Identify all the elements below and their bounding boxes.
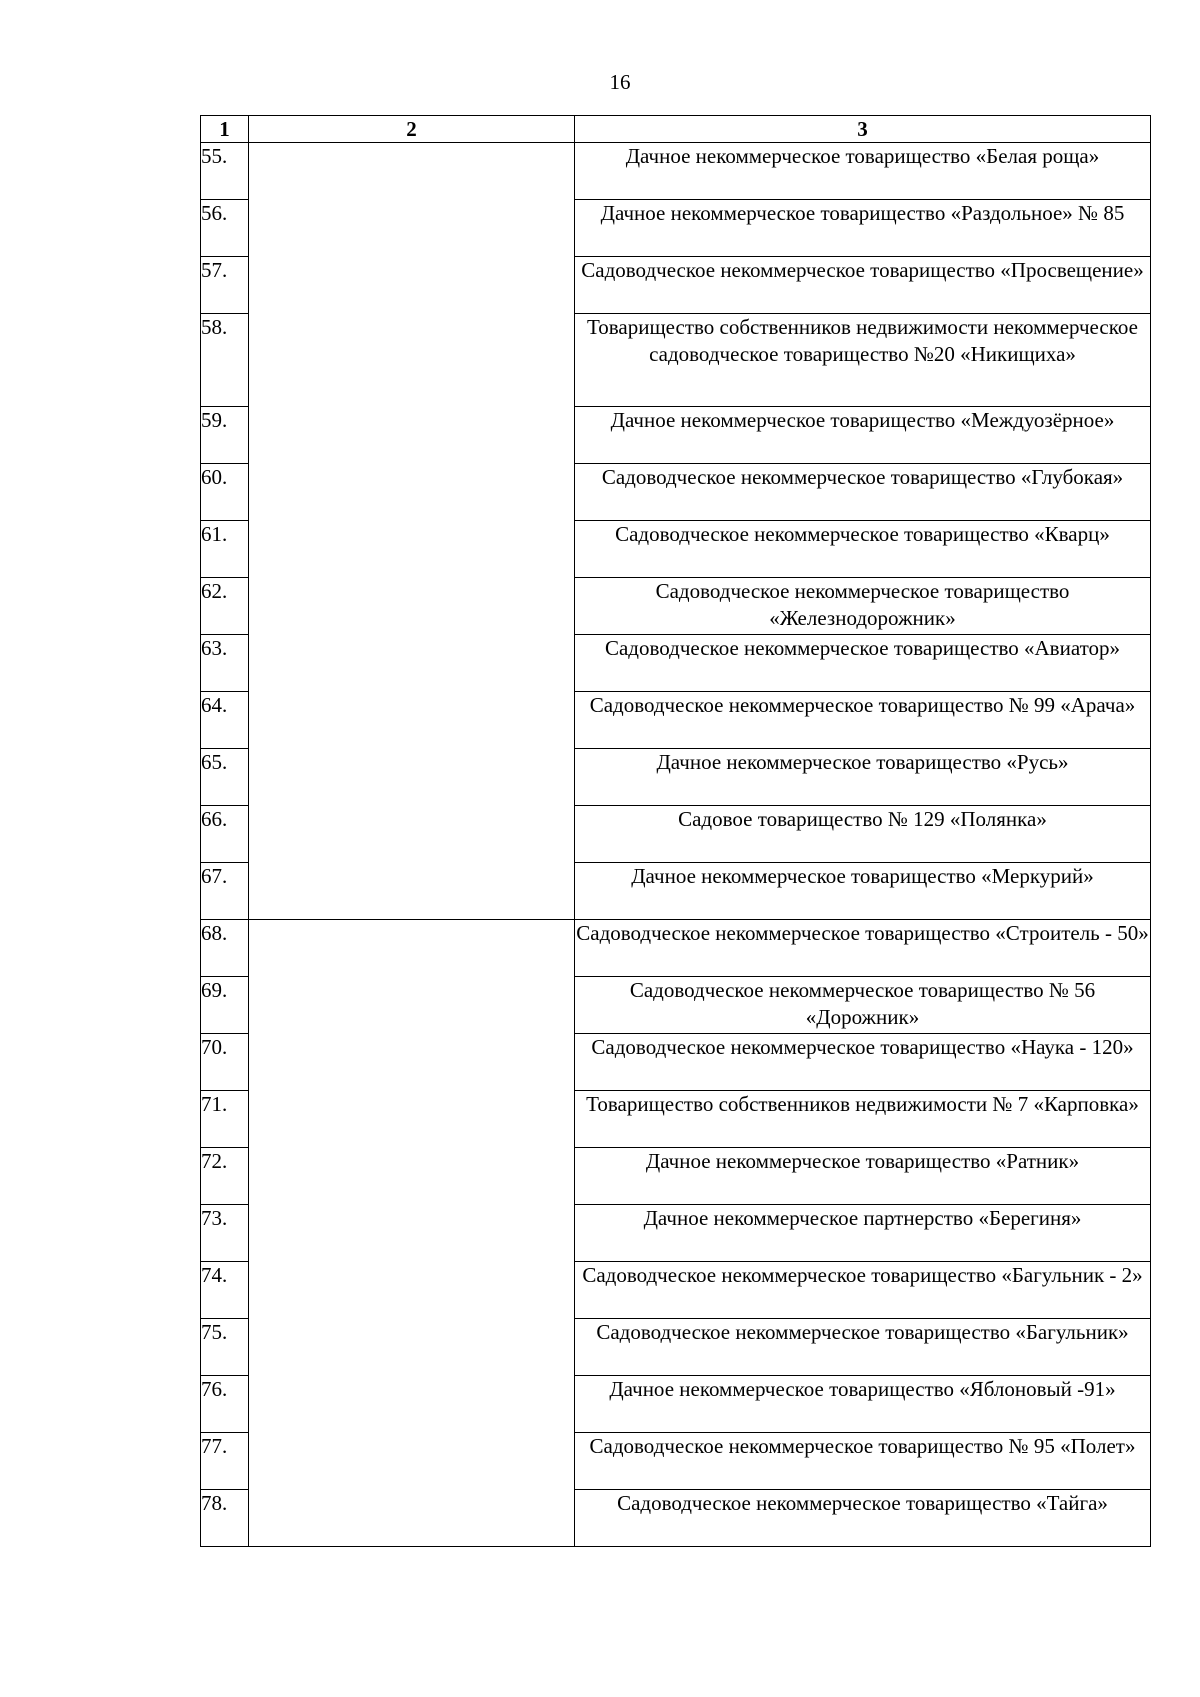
row-name: Дачное некоммерческое товарищество «Ратник» [575, 1148, 1151, 1205]
registry-table [200, 115, 1151, 1547]
row-name: Садоводческое некоммерческое товарищество «Кварц» [575, 521, 1151, 578]
table-header [201, 116, 1151, 143]
row-number: 70. [201, 1034, 249, 1091]
row-name: Товарищество собственников недвижимости № 7 «Карповка» [575, 1091, 1151, 1148]
row-name: Дачное некоммерческое товарищество «Яблоновый -91» [575, 1376, 1151, 1433]
row-name: Садоводческое некоммерческое товарищество «Багульник» [575, 1319, 1151, 1376]
header-col-2: 2 [249, 116, 575, 143]
row-number: 67. [201, 863, 249, 920]
row-name: Товарищество собственников недвижимости некоммерческое садоводческое товарищество №20 «Никищиха» [575, 314, 1151, 407]
row-number: 60. [201, 464, 249, 521]
row-number: 57. [201, 257, 249, 314]
row-name: Садоводческое некоммерческое товарищество «Тайга» [575, 1490, 1151, 1547]
row-name: Дачное некоммерческое товарищество «Белая роща» [575, 143, 1151, 200]
row-number: 72. [201, 1148, 249, 1205]
row-name: Садоводческое некоммерческое товарищество «Железнодорожник» [575, 578, 1151, 635]
row-number: 58. [201, 314, 249, 407]
row-number: 61. [201, 521, 249, 578]
row-number: 62. [201, 578, 249, 635]
row-name: Садоводческое некоммерческое товарищество № 99 «Арача» [575, 692, 1151, 749]
row-number: 59. [201, 407, 249, 464]
row-name: Садоводческое некоммерческое товарищество «Наука - 120» [575, 1034, 1151, 1091]
row-number: 66. [201, 806, 249, 863]
row-number: 63. [201, 635, 249, 692]
row-number: 56. [201, 200, 249, 257]
row-name: Садоводческое некоммерческое товарищество «Глубокая» [575, 464, 1151, 521]
page-number: 16 [609, 70, 631, 94]
org-cell [249, 143, 575, 920]
row-number: 77. [201, 1433, 249, 1490]
row-name: Садоводческое некоммерческое товарищество № 95 «Полет» [575, 1433, 1151, 1490]
row-number: 69. [201, 977, 249, 1034]
row-number: 76. [201, 1376, 249, 1433]
row-name: Дачное некоммерческое товарищество «Междуозёрное» [575, 407, 1151, 464]
row-name: Садоводческое некоммерческое товарищество «Строитель - 50» [575, 920, 1151, 977]
row-number: 55. [201, 143, 249, 200]
row-number: 73. [201, 1205, 249, 1262]
table-body [201, 143, 1151, 1547]
row-name: Дачное некоммерческое товарищество «Раздольное» № 85 [575, 200, 1151, 257]
row-number: 78. [201, 1490, 249, 1547]
table-row [201, 920, 1151, 977]
row-name: Садоводческое некоммерческое товарищество «Просвещение» [575, 257, 1151, 314]
row-number: 74. [201, 1262, 249, 1319]
row-name: Садоводческое некоммерческое товарищество «Авиатор» [575, 635, 1151, 692]
row-number: 64. [201, 692, 249, 749]
row-name: Садоводческое некоммерческое товарищество № 56 «Дорожник» [575, 977, 1151, 1034]
header-row [201, 116, 1151, 143]
row-number: 65. [201, 749, 249, 806]
row-name: Дачное некоммерческое товарищество «Меркурий» [575, 863, 1151, 920]
header-col-1: 1 [201, 116, 249, 143]
row-name: Садовое товарищество № 129 «Полянка» [575, 806, 1151, 863]
table-row [201, 143, 1151, 200]
row-name: Дачное некоммерческое партнерство «Берегиня» [575, 1205, 1151, 1262]
row-name: Садоводческое некоммерческое товарищество «Багульник - 2» [575, 1262, 1151, 1319]
org-cell [249, 920, 575, 1547]
row-number: 71. [201, 1091, 249, 1148]
header-col-3: 3 [575, 116, 1151, 143]
row-name: Дачное некоммерческое товарищество «Русь» [575, 749, 1151, 806]
row-number: 68. [201, 920, 249, 977]
row-number: 75. [201, 1319, 249, 1376]
